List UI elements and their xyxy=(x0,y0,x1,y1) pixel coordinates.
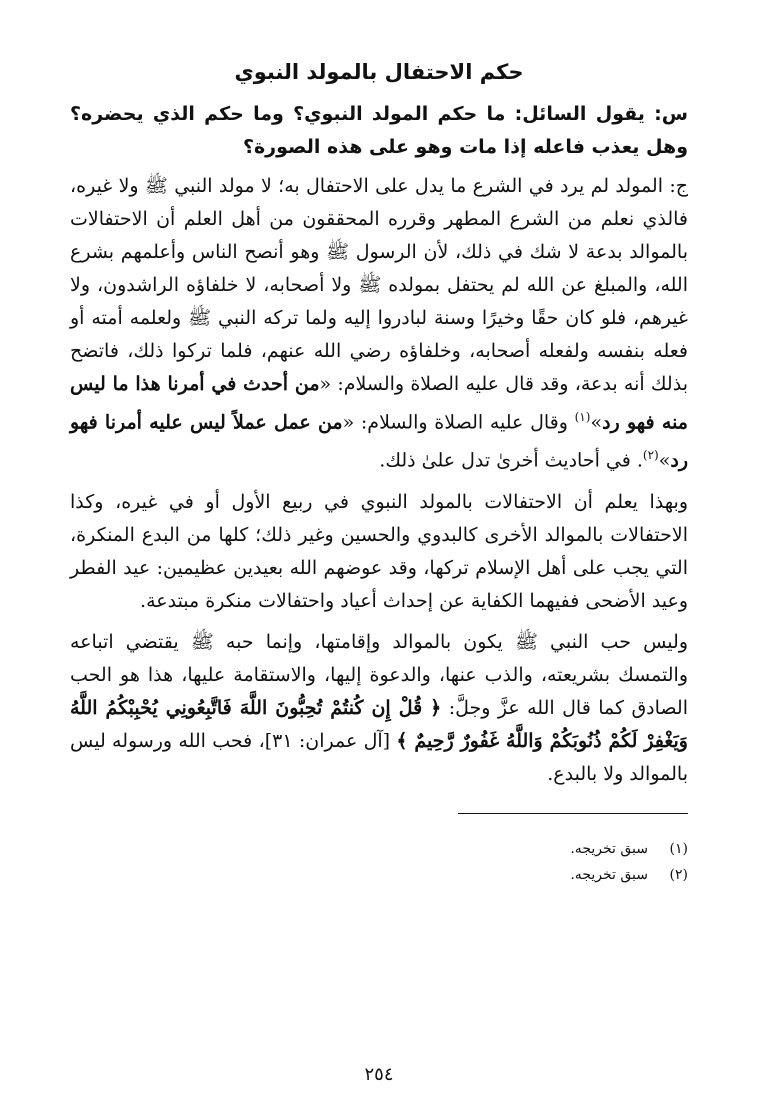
footnote-divider xyxy=(458,813,688,814)
question-text: س: يقول السائل: ما حكم المولد النبوي؟ وما حكم الذي يحضره؟ وهل يعذب فاعله إذا مات وهو على هذه الصورة؟ xyxy=(70,103,688,158)
paragraph-3-text: وليس حب النبي ﷺ يكون بالموالد وإقامتها، وإنما حبه ﷺ يقتضي اتباعه والتمسك بشريعته، والذب عنها، والدعوة إليها، والاستقامة عليها، هذا هو الحب الصادق كما قال الله عزَّ وجلَّ: xyxy=(70,630,688,719)
footnote-ref-2: (٢) xyxy=(642,448,659,463)
footnote-2-text: سبق تخريجه. xyxy=(570,866,648,883)
quote-close-2: » xyxy=(658,449,671,472)
quran-verse: ﴿ قُلْ إِن كُنتُمْ تُحِبُّونَ اللَّهَ فَاتَّبِعُونِي يُحْبِبْكُمُ اللَّهُ وَيَغْفِرْ لَكُمْ ذُنُوبَكُمْ وَاللَّهُ غَفُورٌ رَّحِيمٌ ﴾ xyxy=(70,696,688,752)
footnote-1 xyxy=(70,836,688,862)
answer-text-3: . في أحاديث أخرىٰ تدل علىٰ ذلك. xyxy=(379,449,643,472)
paragraph-2: وبهذا يعلم أن الاحتفالات بالمولد النبوي في ربيع الأول أو في غيره، وكذا الاحتفالات بالموالد الأخرى كالبدوي والحسين وغير ذلك؛ كلها من البدع المنكرة، التي يجب على أهل الإسلام تركها، وقد عوضهم الله بعيدين عظيمين: عيد الفطر وعيد الأضحى ففيهما الكفاية عن إحداث أعياد واحتفالات منكرة مبتدعة. xyxy=(70,490,688,612)
paragraph-3 xyxy=(70,626,688,791)
paragraph-3-end: فحب الله ورسوله ليس بالموالد ولا بالبدع. xyxy=(70,729,688,785)
answer-text-2: وقال عليه الصلاة والسلام: « xyxy=(342,411,575,434)
footnote-1-text: سبق تخريجه. xyxy=(570,840,648,857)
footnote-1-number: (١) xyxy=(669,840,688,857)
footnote-2 xyxy=(70,862,688,888)
answer-text: ج: المولد لم يرد في الشرع ما يدل على الاحتفال به؛ لا مولد النبي ﷺ ولا غيره، فالذي نعلم من الشرع المطهر وقرره المحققون من أهل العلم أن الاحتفالات بالموالد بدعة لا شك في ذلك، لأن الرسول ﷺ وهو أنصح الناس وأعلمهم بشرع الله، والمبلغ عن الله لم يحتفل بمولده ﷺ ولا أصحابه، لا خلفاؤه الراشدون، ولا غيرهم، فلو كان حقًا وخيرًا وسنة لبادروا إليه ولما تركه النبي ﷺ ولعلمه أمته أو فعله بنفسه ولفعله أصحابه، وخلفاؤه رضي الله عنهم، فلما تركوا ذلك، فاتضح بذلك أنه بدعة، وقد قال عليه الصلاة والسلام: « xyxy=(70,175,688,395)
footnote-2-number: (٢) xyxy=(669,866,688,883)
footnotes xyxy=(70,836,688,888)
quote-close-1: » xyxy=(590,411,603,434)
verse-reference: [آل عمران: ٣١]، xyxy=(252,729,397,752)
hadith-2: من عمل عملاً ليس عليه أمرنا فهو رد xyxy=(70,411,688,472)
answer-paragraph xyxy=(70,170,688,478)
page-title: حكم الاحتفال بالمولد النبوي xyxy=(234,60,524,84)
footnote-ref-1: (١) xyxy=(574,410,591,424)
hadith-1: من أحدث في أمرنا هذا ما ليس منه فهو رد xyxy=(70,373,688,434)
page-number: ٢٥٤ xyxy=(364,1064,394,1085)
